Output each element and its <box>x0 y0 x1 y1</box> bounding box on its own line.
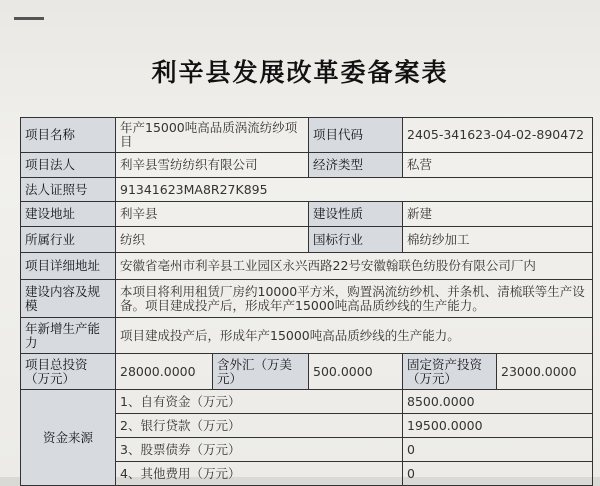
content-scale-value: 本项目将利用租赁厂房约10000平方米，购置涡流纺纱机、并条机、清梳联等生产设备。项目建成投产后，形成年产15000吨高品质纱线的生产能力。 <box>116 280 593 318</box>
row-legal-cert <box>21 178 593 202</box>
row-build-site <box>21 202 593 227</box>
new-capacity-value: 项目建成投产后，形成年产15000吨高品质纱线的生产能力。 <box>116 318 593 354</box>
national-industry-value: 棉纺纱加工 <box>403 227 593 253</box>
row-legal-entity <box>21 153 593 178</box>
industry-value: 纺织 <box>116 227 309 253</box>
funding-item-value: 0 <box>403 462 593 486</box>
project-code-label: 项目代码 <box>309 118 403 153</box>
row-funding-1 <box>21 390 593 414</box>
fixed-investment-label: 固定资产投资（万元） <box>403 354 497 390</box>
legal-cert-label: 法人证照号 <box>21 178 116 202</box>
funding-item-value: 19500.0000 <box>403 414 593 438</box>
header-dash-mark <box>14 17 44 20</box>
economy-type-value: 私营 <box>403 153 593 178</box>
new-capacity-label: 年新增生产能力 <box>21 318 116 354</box>
economy-type-label: 经济类型 <box>309 153 403 178</box>
row-industry <box>21 227 593 253</box>
industry-label: 所属行业 <box>21 227 116 253</box>
total-investment-label: 项目总投资（万元） <box>21 354 116 390</box>
funding-source-label: 资金来源 <box>21 390 116 486</box>
funding-item-label: 4、其他费用（万元） <box>116 462 403 486</box>
forex-label: 含外汇（万美元） <box>213 354 309 390</box>
row-project-name <box>21 118 593 153</box>
build-site-label: 建设地址 <box>21 202 116 227</box>
funding-item-label: 3、股票债券（万元） <box>116 438 403 462</box>
fixed-investment-value: 23000.0000 <box>497 354 593 390</box>
detail-address-value: 安徽省亳州市利辛县工业园区永兴西路22号安徽翰联色纺股份有限公司厂内 <box>116 253 593 280</box>
legal-cert-value: 91341623MA8R27K895 <box>116 178 593 202</box>
project-name-value: 年产15000吨高品质涡流纺纱项目 <box>116 118 309 153</box>
row-content-scale <box>21 280 593 318</box>
funding-item-label: 1、自有资金（万元） <box>116 390 403 414</box>
document-title: 利辛县发展改革委备案表 <box>151 58 449 87</box>
row-investment <box>21 354 593 390</box>
funding-item-value: 8500.0000 <box>403 390 593 414</box>
forex-value: 500.0000 <box>309 354 403 390</box>
funding-item-label: 2、银行贷款（万元） <box>116 414 403 438</box>
legal-entity-value: 利辛县雪纺纺织有限公司 <box>116 153 309 178</box>
row-detail-address <box>21 253 593 280</box>
total-investment-value: 28000.0000 <box>116 354 213 390</box>
detail-address-label: 项目详细地址 <box>21 253 116 280</box>
build-nature-value: 新建 <box>403 202 593 227</box>
project-name-label: 项目名称 <box>21 118 116 153</box>
national-industry-label: 国标行业 <box>309 227 403 253</box>
build-nature-label: 建设性质 <box>309 202 403 227</box>
funding-item-value: 0 <box>403 438 593 462</box>
content-scale-label: 建设内容及规模 <box>21 280 116 318</box>
legal-entity-label: 项目法人 <box>21 153 116 178</box>
build-site-value: 利辛县 <box>116 202 309 227</box>
project-code-value: 2405-341623-04-02-890472 <box>403 118 593 153</box>
row-new-capacity <box>21 318 593 354</box>
filing-form-table <box>20 117 593 486</box>
